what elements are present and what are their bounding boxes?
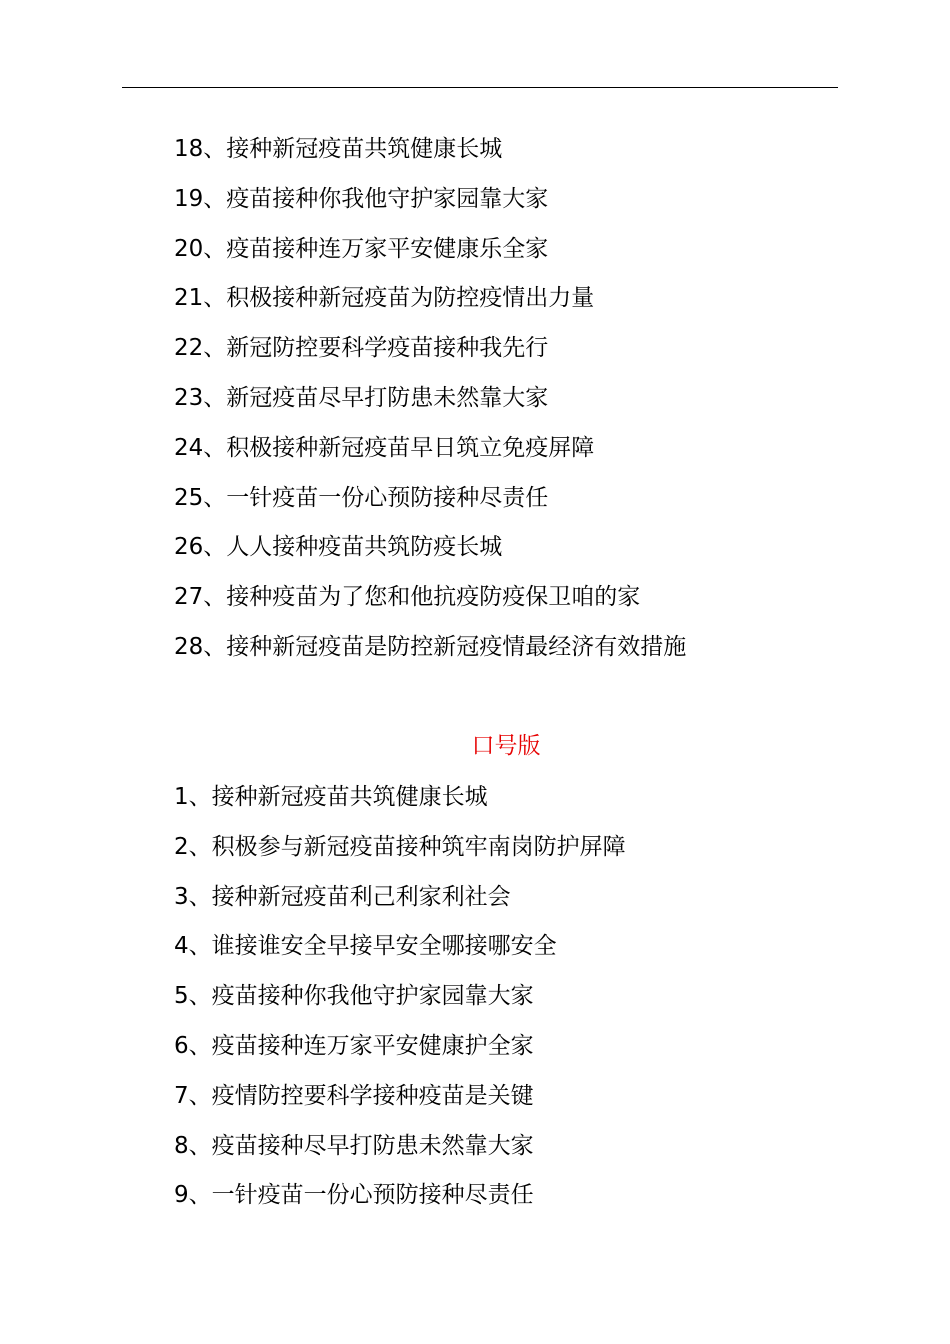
list-item: 23、新冠疫苗尽早打防患未然靠大家: [174, 384, 549, 411]
list-item: 4、谁接谁安全早接早安全哪接哪安全: [174, 933, 557, 960]
list-item: 3、接种新冠疫苗利己利家利社会: [174, 883, 511, 910]
list-item: 26、人人接种疫苗共筑防疫长城: [174, 534, 503, 561]
list-item: 21、积极接种新冠疫苗为防控疫情出力量: [174, 285, 595, 312]
section-title: 口号版: [471, 733, 541, 759]
list-item: 5、疫苗接种你我他守护家园靠大家: [174, 983, 534, 1010]
list-item: 6、疫苗接种连万家平安健康护全家: [174, 1032, 534, 1059]
header-rule: [122, 87, 838, 88]
list-item: 2、积极参与新冠疫苗接种筑牢南岗防护屏障: [174, 833, 626, 860]
list-item: 22、新冠防控要科学疫苗接种我先行: [174, 335, 549, 362]
list-item: 25、一针疫苗一份心预防接种尽责任: [174, 484, 549, 511]
list-item: 1、接种新冠疫苗共筑健康长城: [174, 784, 488, 810]
list-item: 20、疫苗接种连万家平安健康乐全家: [174, 235, 549, 262]
list-item: 24、积极接种新冠疫苗早日筑立免疫屏障: [174, 434, 595, 461]
list-item: 28、接种新冠疫苗是防控新冠疫情最经济有效措施: [174, 633, 687, 660]
slogan-list-top: [174, 125, 686, 673]
list-item: 9、一针疫苗一份心预防接种尽责任: [174, 1182, 534, 1209]
list-item: 8、疫苗接种尽早打防患未然靠大家: [174, 1132, 534, 1159]
list-item: 18、接种新冠疫苗共筑健康长城: [174, 136, 503, 162]
slogan-list-bottom: [174, 773, 626, 1221]
list-item: 7、疫情防控要科学接种疫苗是关键: [174, 1082, 534, 1109]
list-item: 27、接种疫苗为了您和他抗疫防疫保卫咱的家: [174, 584, 641, 611]
list-item: 19、疫苗接种你我他守护家园靠大家: [174, 185, 549, 212]
